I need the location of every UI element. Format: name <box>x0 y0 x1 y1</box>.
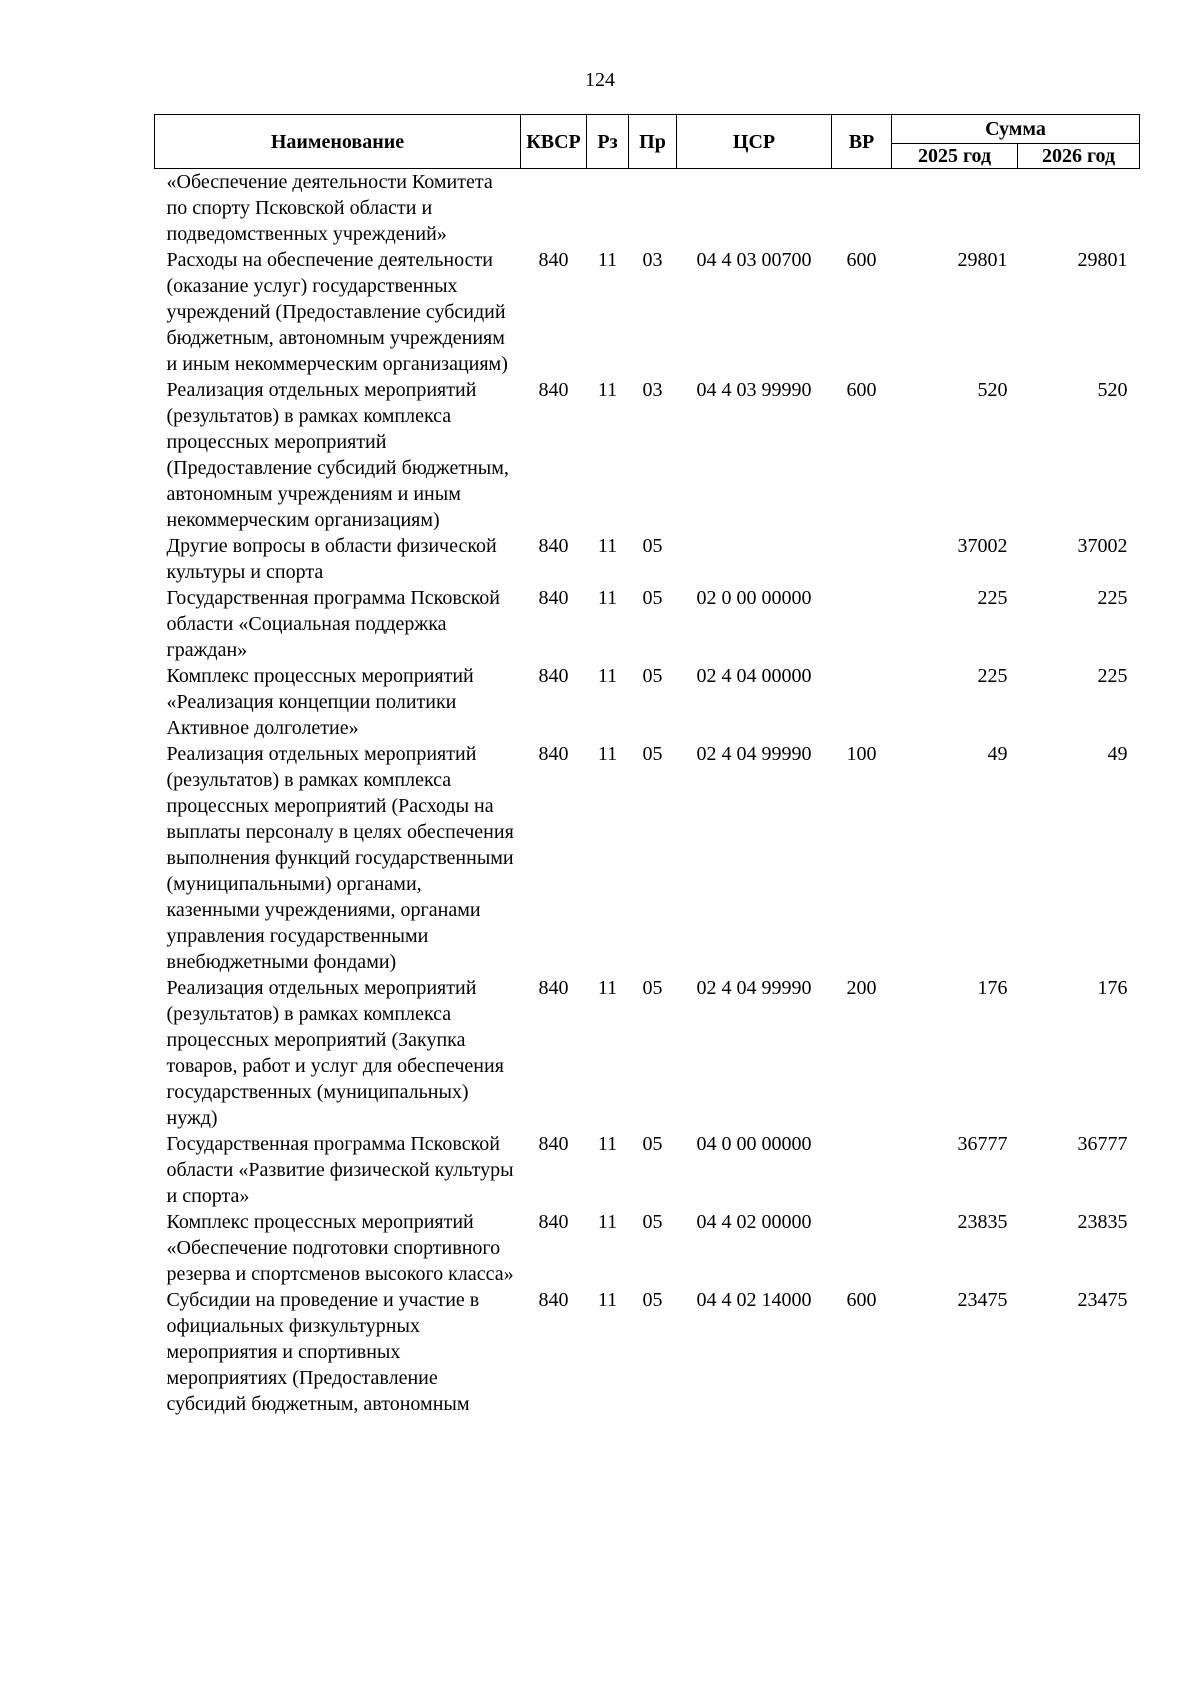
cell-sum-2025: 225 <box>977 665 1008 687</box>
cell-vr: 600 <box>846 379 877 401</box>
table-row <box>155 741 1140 975</box>
cell-rz: 11 <box>597 665 618 687</box>
cell-sum-2025: 49 <box>987 743 1008 765</box>
cell-csr: 04 4 02 00000 <box>696 1211 812 1233</box>
cell-vr <box>832 585 892 663</box>
cell-csr: 02 4 04 99990 <box>696 977 812 999</box>
cell-sum-2026: 520 <box>1097 379 1128 401</box>
cell-csr: 04 4 03 00700 <box>696 249 812 271</box>
cell-pr: 03 <box>642 249 663 271</box>
table-row <box>155 975 1140 1131</box>
cell-pr: 05 <box>642 1289 663 1311</box>
cell-csr: 02 0 00 00000 <box>696 587 812 609</box>
cell-sum-2026: 176 <box>1097 977 1128 999</box>
cell-pr: 05 <box>642 587 663 609</box>
header-kvsr: КВСР <box>521 115 587 169</box>
cell-sum-2026: 36777 <box>1077 1133 1128 1155</box>
cell-sum-2025: 520 <box>977 379 1008 401</box>
cell-kvsr: 840 <box>538 535 569 557</box>
cell-sum-2026: 23475 <box>1077 1289 1128 1311</box>
header-rz: Рз <box>587 115 629 169</box>
table-body <box>155 169 1140 1418</box>
cell-sum-2025: 36777 <box>957 1133 1008 1155</box>
cell-kvsr: 840 <box>538 379 569 401</box>
cell-sum-2026: 23835 <box>1077 1211 1128 1233</box>
cell-sum-2025: 23835 <box>957 1211 1008 1233</box>
cell-name: Комплекс процессных мероприятий «Обеспечение подготовки спортивного резерва и спортсменов высокого класса» <box>166 1211 514 1285</box>
cell-kvsr: 840 <box>538 249 569 271</box>
page-number: 124 <box>585 69 615 91</box>
header-csr: ЦСР <box>677 115 832 169</box>
cell-sum-2025: 29801 <box>957 249 1008 271</box>
cell-sum-2025: 37002 <box>957 535 1008 557</box>
cell-name: Реализация отдельных мероприятий (результатов) в рамках комплекса процессных мероприятий (Закупка товаров, работ и услуг для обеспечения государственных (муниципальных) нужд) <box>166 977 504 1129</box>
header-pr: Пр <box>629 115 677 169</box>
cell-csr <box>677 169 832 248</box>
cell-name: «Обеспечение деятельности Комитета по спорту Псковской области и подведомственных учреждений» <box>166 171 493 245</box>
cell-csr: 02 4 04 99990 <box>696 743 812 765</box>
cell-kvsr: 840 <box>538 1211 569 1233</box>
cell-vr: 600 <box>846 1289 877 1311</box>
cell-sum-2026: 29801 <box>1077 249 1128 271</box>
table-row <box>155 533 1140 585</box>
cell-sum-2026: 37002 <box>1077 535 1128 557</box>
table-row <box>155 1131 1140 1209</box>
cell-vr <box>832 533 892 585</box>
header-year-2026: 2026 год <box>1018 144 1140 169</box>
cell-rz: 11 <box>597 379 618 401</box>
cell-name: Комплекс процессных мероприятий «Реализация концепции политики Активное долголетие» <box>166 665 474 739</box>
budget-table <box>154 114 1140 1417</box>
cell-pr: 05 <box>642 1133 663 1155</box>
cell-rz: 11 <box>597 743 618 765</box>
cell-csr: 04 4 02 14000 <box>696 1289 812 1311</box>
cell-rz: 11 <box>597 587 618 609</box>
header-sum: Сумма <box>892 115 1140 144</box>
cell-kvsr: 840 <box>538 1289 569 1311</box>
table-row <box>155 377 1140 533</box>
cell-csr: 04 4 03 99990 <box>696 379 812 401</box>
cell-sum-2025: 23475 <box>957 1289 1008 1311</box>
cell-kvsr: 840 <box>538 665 569 687</box>
cell-pr: 05 <box>642 743 663 765</box>
cell-name: Реализация отдельных мероприятий (результатов) в рамках комплекса процессных мероприятий (Расходы на выплаты персоналу в целях обеспечения выполнения функций государственными (муниципальными) органами, казенными учреждениями, органами управления государственными внебюджетными фондами) <box>166 743 514 973</box>
cell-csr <box>677 533 832 585</box>
cell-rz: 11 <box>597 535 618 557</box>
table-row <box>155 1209 1140 1287</box>
cell-name: Государственная программа Псковской области «Социальная поддержка граждан» <box>166 587 500 661</box>
cell-kvsr: 840 <box>538 587 569 609</box>
cell-sum-2026: 49 <box>1107 743 1128 765</box>
cell-csr: 04 0 00 00000 <box>696 1133 812 1155</box>
cell-vr: 600 <box>846 249 877 271</box>
cell-rz: 11 <box>597 1211 618 1233</box>
cell-pr: 05 <box>642 535 663 557</box>
cell-name: Субсидии на проведение и участие в официальных физкультурных мероприятия и спортивных мероприятиях (Предоставление субсидий бюджетным, автономным <box>166 1289 480 1415</box>
cell-sum-2025: 225 <box>977 587 1008 609</box>
cell-pr: 05 <box>642 977 663 999</box>
cell-name: Реализация отдельных мероприятий (результатов) в рамках комплекса процессных мероприятий (Предоставление субсидий бюджетным, автономным учреждениям и иным некоммерческим организациям) <box>166 379 509 531</box>
cell-pr: 05 <box>642 665 663 687</box>
cell-vr <box>832 663 892 741</box>
cell-pr: 05 <box>642 1211 663 1233</box>
cell-vr <box>832 169 892 248</box>
cell-vr <box>832 1131 892 1209</box>
table-row <box>155 1287 1140 1417</box>
cell-sum-2026 <box>1018 169 1140 248</box>
cell-rz: 11 <box>597 249 618 271</box>
cell-sum-2026: 225 <box>1097 665 1128 687</box>
table-header <box>155 115 1140 169</box>
cell-pr: 03 <box>642 379 663 401</box>
cell-kvsr: 840 <box>538 1133 569 1155</box>
cell-name: Расходы на обеспечение деятельности (оказание услуг) государственных учреждений (Предоставление субсидий бюджетным, автономным учреждениям и иным некоммерческим организациям) <box>166 249 508 375</box>
cell-sum-2025 <box>892 169 1018 248</box>
cell-kvsr: 840 <box>538 977 569 999</box>
header-year-2025: 2025 год <box>892 144 1018 169</box>
header-vr: ВР <box>832 115 892 169</box>
cell-pr <box>629 169 677 248</box>
cell-vr <box>832 1209 892 1287</box>
table-row <box>155 169 1140 248</box>
table-row <box>155 247 1140 377</box>
table-row <box>155 585 1140 663</box>
cell-rz: 11 <box>597 1133 618 1155</box>
cell-rz: 11 <box>597 977 618 999</box>
cell-kvsr: 840 <box>538 743 569 765</box>
table-row <box>155 663 1140 741</box>
cell-kvsr <box>521 169 587 248</box>
cell-sum-2025: 176 <box>977 977 1008 999</box>
cell-vr: 100 <box>846 743 877 765</box>
cell-csr: 02 4 04 00000 <box>696 665 812 687</box>
header-name: Наименование <box>155 115 521 169</box>
cell-name: Государственная программа Псковской области «Развитие физической культуры и спорта» <box>166 1133 514 1207</box>
cell-name: Другие вопросы в области физической культуры и спорта <box>166 535 497 583</box>
cell-vr: 200 <box>846 977 877 999</box>
cell-sum-2026: 225 <box>1097 587 1128 609</box>
cell-rz <box>587 169 629 248</box>
cell-rz: 11 <box>597 1289 618 1311</box>
